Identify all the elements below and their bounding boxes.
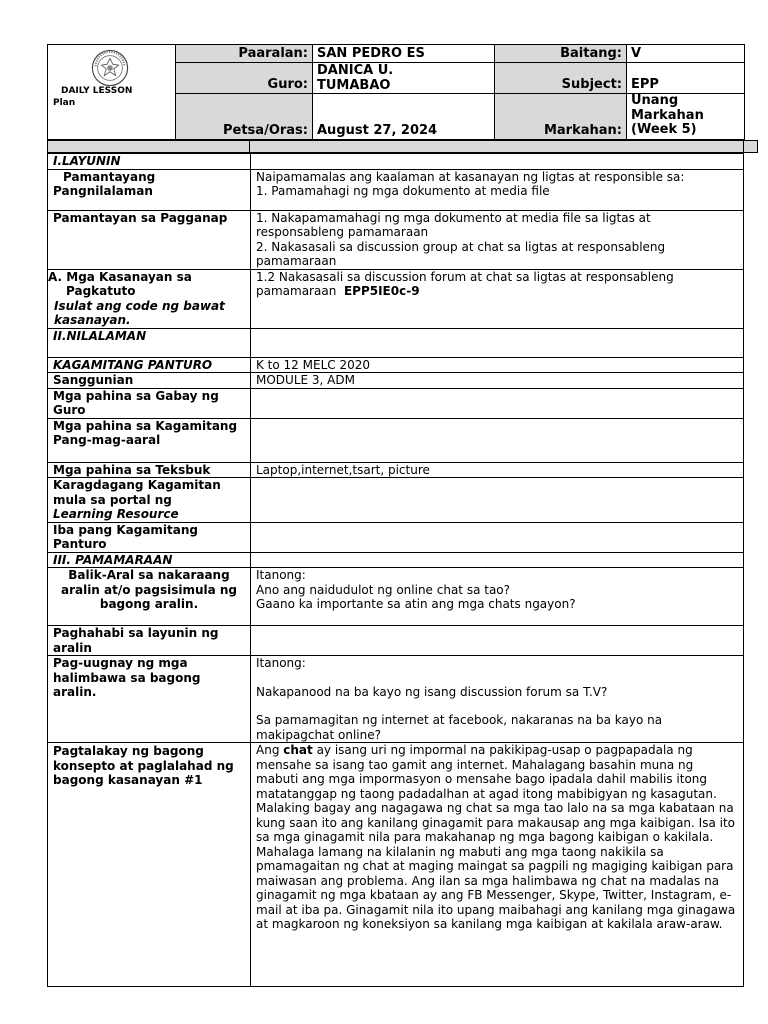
karagdagang-label-line2: Learning Resource [53,507,179,521]
pamantayang-label-line2: Pangnilalaman [53,184,153,198]
lesson-body-table [47,153,744,987]
nilalaman-empty [251,328,744,357]
markahan-value-line3: (Week 5) [631,122,697,137]
kasanayan-label-line1: A. Mga Kasanayan sa [48,269,192,284]
petsa-value: August 27, 2024 [313,94,495,140]
kagamitang-value: K to 12 MELC 2020 [251,357,744,373]
subject-label: Subject: [495,63,627,94]
balik-aral-content [251,568,744,626]
logo-caption [53,85,133,109]
kasanayan-label-line2: Pagkatuto [66,284,136,298]
pagtalakay-body: ay isang uri ng impormal na pakikipag-usap o pagpapadala ng mensahe sa isang tao gamit ang internet. Mahalagang basahin muna ng mabuti ang mga impormasyon o mensahe bago ipadala dahil mabilis itong matatanggap ng taong padadalhan at agad itong mabibigyan ng kasagutan. Malaking bagay ang nagagawa ng chat sa mga tao lalo na sa mga kabataan na kung saan ito ang kanilang ginagamit para makausap ang mga kaibigan. Isa ito sa mga ginagamit nila para makahanap ng mga bagong kaibigan o kakilala. Mahalaga lamang na kilalanin ng mabuti ang mga taong nakikila sa pmamagaitan ng chat at maging maingat sa pagpili ng magiging kaibigan para maiwasan ang problema. Ang ilan sa mga halimbawa ng chat na madalas na ginagamit ng mga kbataan ay ang FB Messenger, Skype, Twitter, Instagram, e-mail at iba pa. Ginagamit nila ito upang maibahagi ang kanilang mga ginagawa at magkaroon ng koneksiyon sa kanilang mga kaibigan at kakilala araw-araw. [256,743,736,931]
markahan-value [627,94,745,140]
petsa-label: Petsa/Oras: [176,94,313,140]
karagdagang-value [251,478,744,523]
kasanayan-code: EPP5IE0c-9 [343,284,420,298]
teksbuk-value: Laptop,internet,tsart, picture [251,462,744,478]
logo-cell [48,45,176,140]
pamamaraan-heading: III. PAMAMARAAN [48,552,251,568]
kasanayan-label [48,269,251,328]
strip-cell-left [47,140,250,153]
kagamitang-mag-aaral-label: Mga pahina sa Kagamitang Pang-mag-aaral [48,418,251,462]
pagtalakay-content [251,743,744,987]
balik-aral-line2: Ano ang naidudulot ng online chat sa tao? [256,582,511,597]
baitang-value: V [627,45,745,63]
nilalaman-heading: II.NILALAMAN [48,328,251,357]
strip-cell-mid [249,140,744,153]
iba-pang-label: Iba pang Kagamitang Panturo [48,522,251,552]
subject-value: EPP [627,63,745,94]
guro-value-line1: DANICA U. [317,63,394,78]
gray-divider-strip [47,140,758,153]
gabay-label: Mga pahina sa Gabay ng Guro [48,388,251,418]
guro-label: Guro: [176,63,313,94]
pagganap-label: Pamantayan sa Pagganap [48,210,251,269]
balik-aral-line1: Itanong: [256,568,306,582]
pag-uugnay-line2: Nakapanood na ba kayo ng isang discussion forum sa T.V? [256,684,608,699]
pagtalakay-pre: Ang [256,743,284,757]
pamantayang-label [48,169,251,210]
karagdagang-label-line1: Karagdagang Kagamitan mula sa portal ng [53,478,221,507]
kasanayan-content [251,269,744,328]
balik-aral-label: Balik-Aral sa nakaraang aralin at/o pagsisimula ng bagong aralin. [48,568,251,626]
pagganap-line1: 1. Nakapamamahagi ng mga dokumento at media file sa ligtas at responsableng pamamaraan [256,210,651,239]
pag-uugnay-line3: Sa pamamagitan ng internet at facebook, nakaranas na ba kayo na makipagchat online? [256,713,663,742]
markahan-value-line1: Unang [631,93,679,108]
sanggunian-value: MODULE 3, ADM [251,373,744,389]
layunin-empty [251,154,744,170]
pagtalakay-bold-term: chat [283,743,313,757]
paaralan-label: Paaralan: [176,45,313,63]
teksbuk-label: Mga pahina sa Teksbuk [48,462,251,478]
strip-cell-right [743,140,758,153]
pamantayang-label-line1: Pamantayang [63,169,156,184]
pag-uugnay-content [251,656,744,743]
pagtalakay-label: Pagtalakay ng bagong konsepto at paglalahad ng bagong kasanayan #1 [48,743,251,987]
header-table [47,44,745,140]
baitang-label: Baitang: [495,45,627,63]
pagganap-line2: 2. Nakasasali sa discussion group at chat sa ligtas at responsableng pamamaraan [256,239,666,268]
pag-uugnay-label: Pag-uugnay ng mga halimbawa sa bagong aralin. [48,656,251,743]
pamamaraan-empty [251,552,744,568]
layunin-heading: I.LAYUNIN [48,154,251,170]
kasanayan-label-line3: Isulat ang code ng bawat kasanayan. [54,298,225,327]
paaralan-value: SAN PEDRO ES [313,45,495,63]
paghahabi-label: Paghahabi sa layunin ng aralin [48,626,251,656]
logo-caption-line2: Plan [53,98,76,108]
deped-seal-icon [91,49,129,87]
markahan-value-line2: Markahan [631,107,704,123]
pamantayang-content [251,169,744,210]
sanggunian-label: Sanggunian [48,373,251,389]
guro-value [313,63,495,94]
logo-caption-line1: DAILY LESSON [61,86,133,96]
pamantayang-line1: Naipamamalas ang kaalaman at kasanayan ng ligtas at responsible sa: [256,169,685,184]
karagdagang-label [48,478,251,523]
kasanayan-text: 1.2 Nakasasali sa discussion forum at chat sa ligtas at responsableng pamamaraan [256,269,674,298]
iba-pang-value [251,522,744,552]
pag-uugnay-line1: Itanong: [256,656,306,670]
paghahabi-value [251,626,744,656]
guro-value-line2: TUMABAO [317,78,391,93]
pamantayang-line2: 1. Pamamahagi ng mga dokumento at media file [256,184,550,198]
balik-aral-line3: Gaano ka importante sa atin ang mga chats ngayon? [256,597,576,611]
gabay-value [251,388,744,418]
kagamitang-mag-aaral-value [251,418,744,462]
markahan-label: Markahan: [495,94,627,140]
pagganap-content [251,210,744,269]
kagamitang-label: KAGAMITANG PANTURO [48,357,251,373]
